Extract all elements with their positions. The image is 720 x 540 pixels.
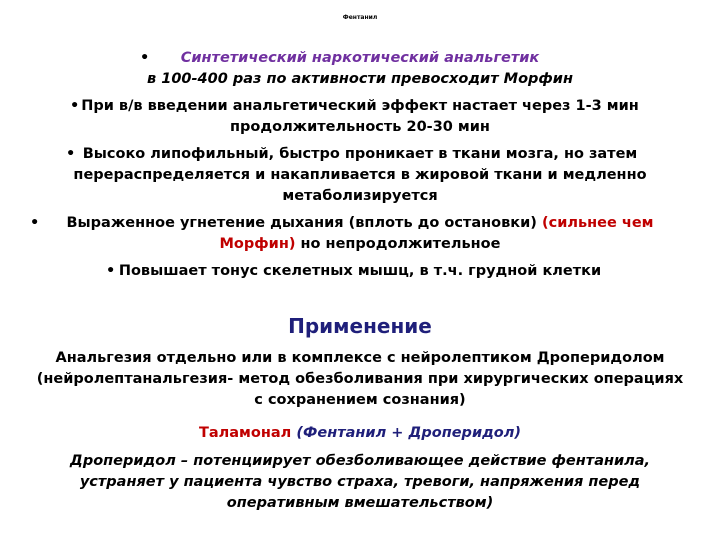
bullet-item-synthetic [30,48,690,90]
bullet-item-iv-effect [30,96,690,138]
bullet-text-before: Выраженное угнетение дыхания (вплоть до остановки) [66,215,542,231]
bullet-text-after: но непродолжительное [295,236,501,252]
slide-title: Фентанил [342,14,378,21]
section-heading: Применение [288,314,432,338]
combination-paragraph [30,423,690,444]
bullet-highlight: (сильнее чем Морфин) [219,215,654,252]
combination-name: Таламонал [198,425,292,441]
combination-composition: (Фентанил + Дроперидол) [296,425,522,441]
application-paragraph: Анальгезия отдельно или в комплексе с нейролептиком Дроперидолом (нейролептанальгезия- метод обезболивания при хирургических операциях с сохранением сознания) [36,350,684,408]
bullet-item-respiratory [30,213,690,255]
bullet-item-lipophilic [30,144,690,207]
bullet-main-text: Синтетический наркотический анальгетик [180,50,540,66]
droperidol-paragraph: Дроперидол – потенциирует обезболивающее действие фентанила, устраняет у пациента чувство страха, тревоги, напряжения перед оперативным вмешательством) [69,453,651,511]
bullet-text: Высоко липофильный, быстро проникает в ткани мозга, но затем перераспределяется и накапливается в жировой ткани и медленно метаболизируется [73,146,647,204]
bullet-sub-text: в 100-400 раз по активности превосходит Морфин [147,71,573,87]
bullet-text: При в/в введении анальгетический эффект настает через 1-3 мин продолжительность 20-30 мин [81,98,639,135]
bullet-item-muscle-tone [30,261,690,282]
bullet-list [30,48,690,288]
bullet-text: Повышает тонус скелетных мышц, в т.ч. грудной клетки [118,263,602,279]
